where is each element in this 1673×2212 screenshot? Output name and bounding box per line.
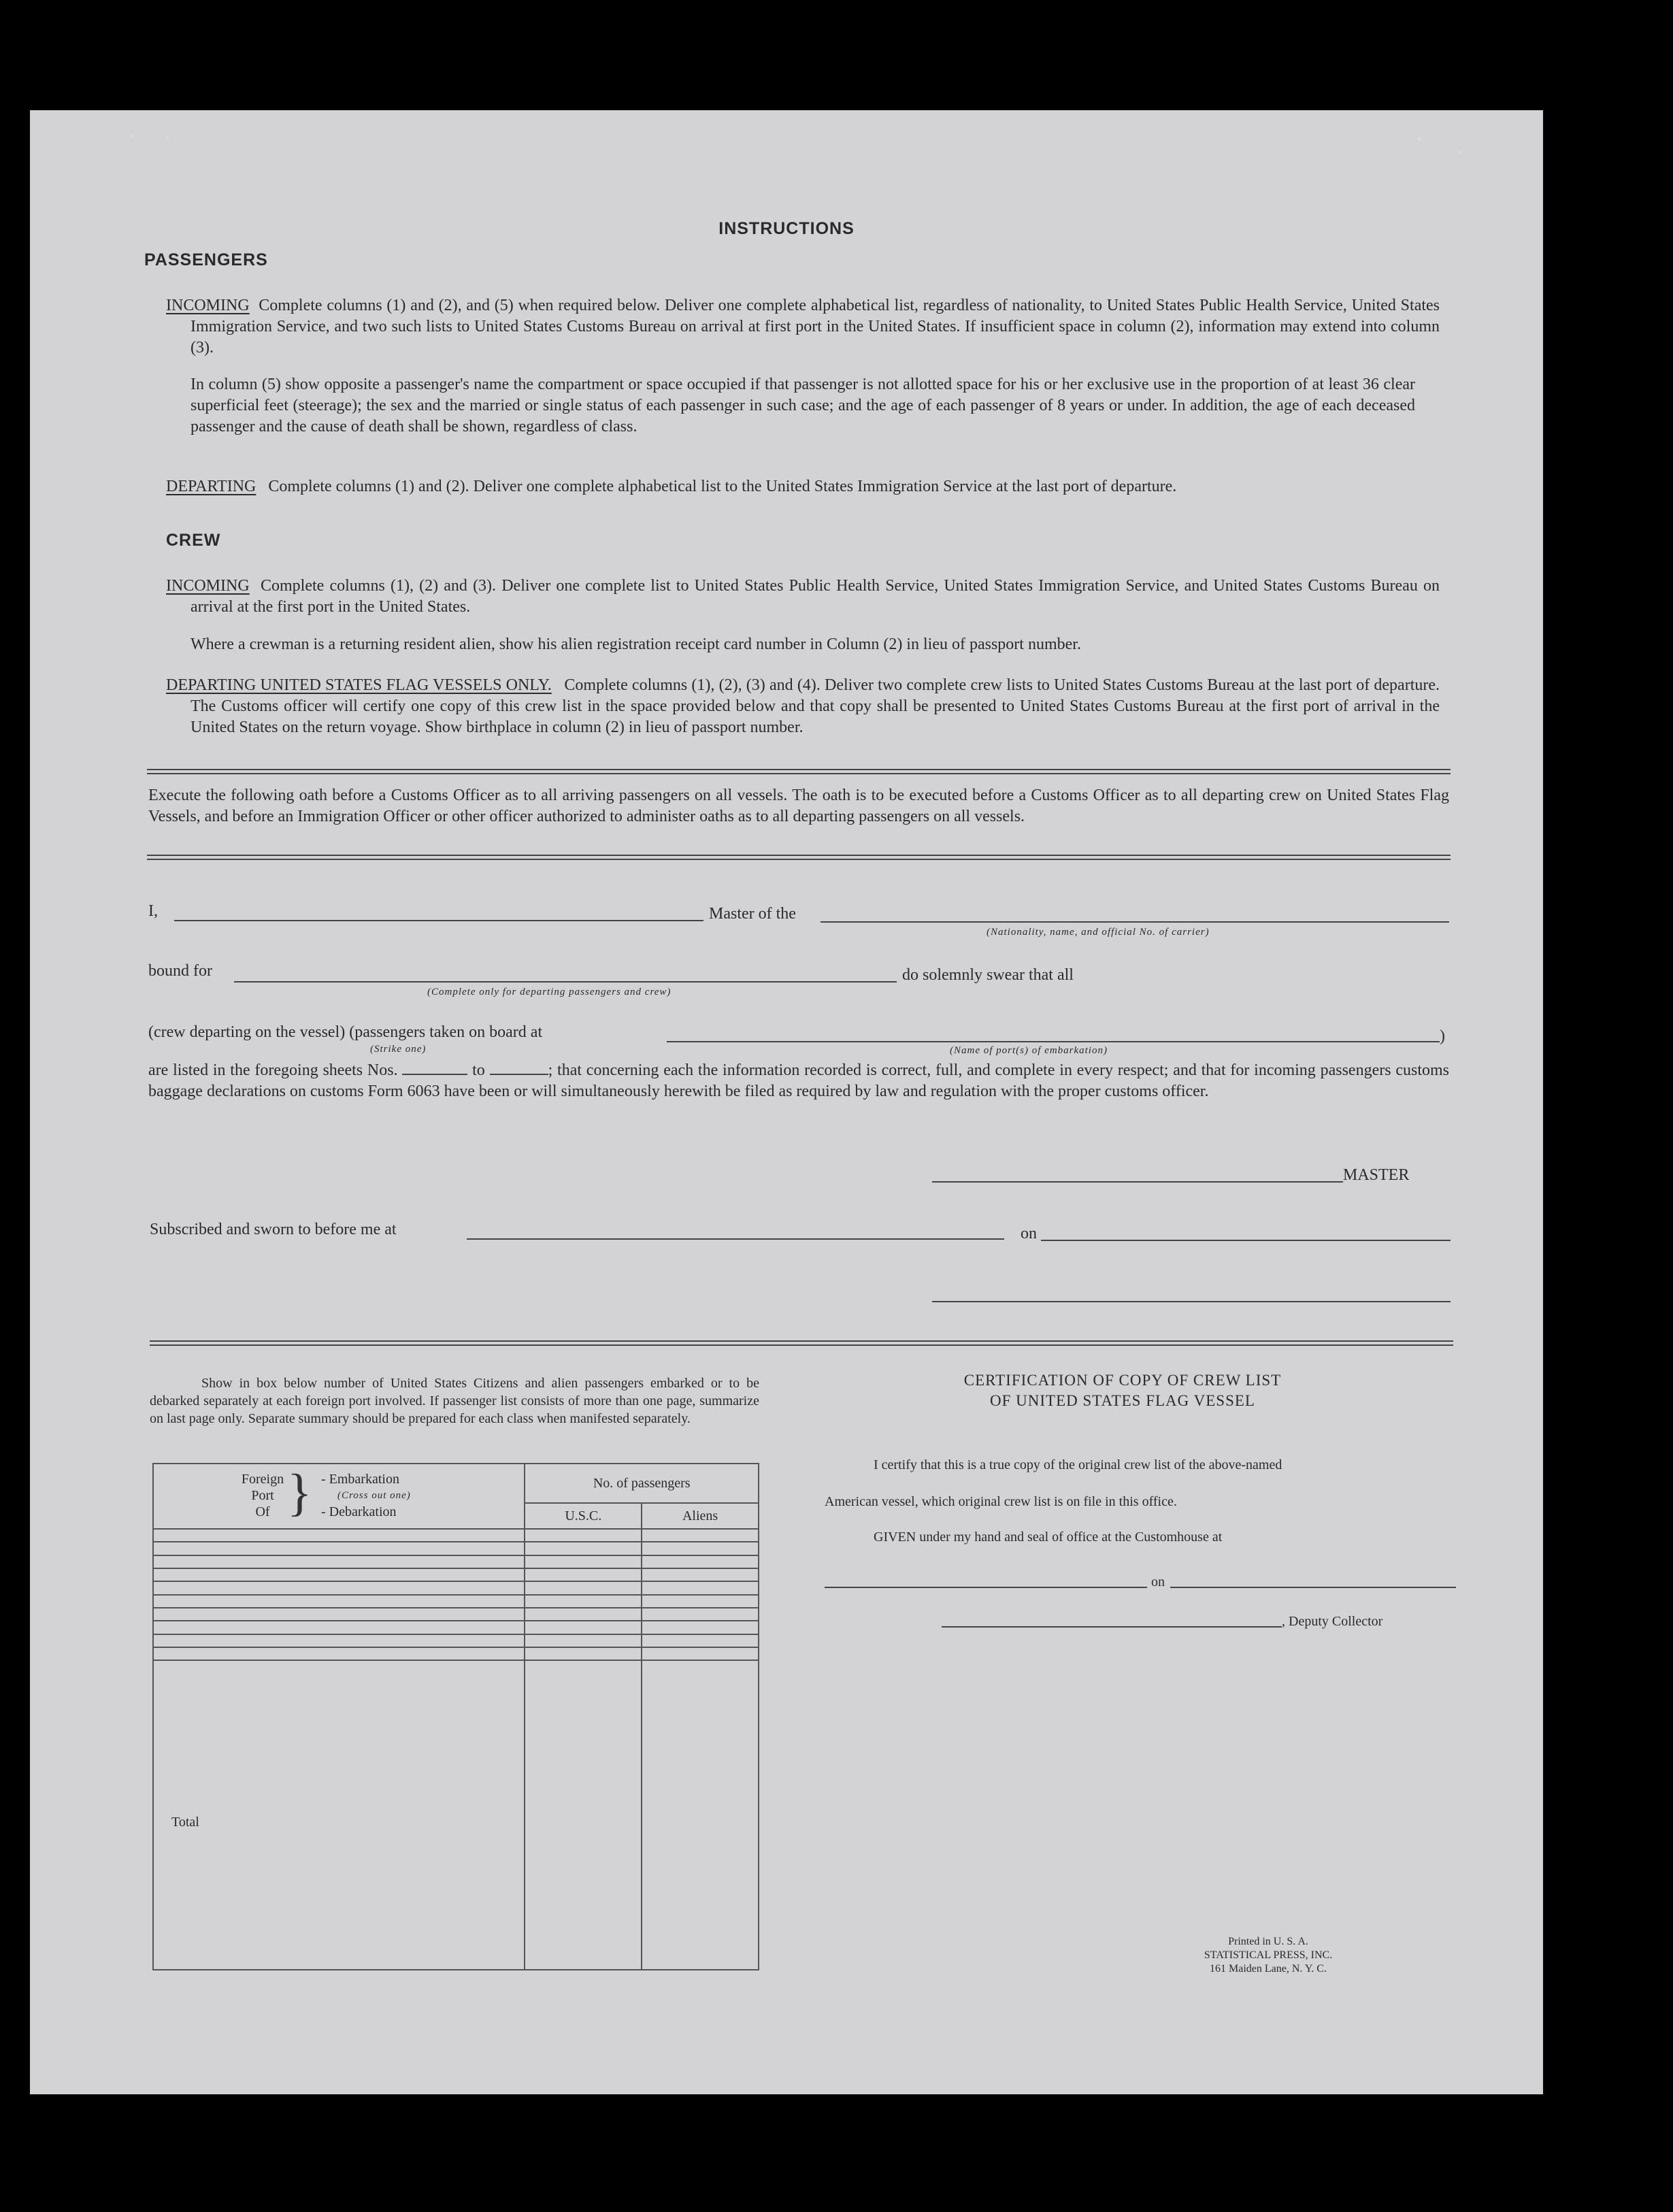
port-cell[interactable]	[153, 1595, 525, 1608]
table-row	[153, 1555, 759, 1568]
listed-to-label: to	[472, 1061, 485, 1079]
deputy-collector-label: , Deputy Collector	[1282, 1614, 1383, 1629]
foreign-label: Foreign	[241, 1472, 284, 1487]
cross-out-caption: (Cross out one)	[337, 1490, 411, 1501]
aliens-cell[interactable]	[642, 1634, 759, 1647]
master-signature-field[interactable]	[932, 1181, 1343, 1183]
sworn-date-field[interactable]	[1041, 1240, 1451, 1241]
certification-title-line2: OF UNITED STATES FLAG VESSEL	[990, 1392, 1255, 1409]
crew-resident-paragraph: Where a crewman is a returning resident alien, show his alien registration receipt card number in Column (2) in lieu of passport number.	[191, 635, 1081, 653]
american-vessel-text: American vessel, which original crew list is on file in this office.	[825, 1494, 1177, 1509]
subscribed-label: Subscribed and sworn to before me at	[150, 1221, 397, 1238]
port-cell[interactable]	[153, 1529, 525, 1542]
port-cell[interactable]	[153, 1647, 525, 1660]
aliens-cell[interactable]	[642, 1555, 759, 1568]
aliens-cell[interactable]	[642, 1621, 759, 1634]
listed-text: ; that concerning each the information recorded is correct, full, and complete in every respect; and that for incoming passengers customs baggage declarations on customs Form 6063 have been or will simultaneously herewith be filed as required by law and regulation with the proper customs officer.	[148, 1061, 1449, 1100]
table-row	[153, 1595, 759, 1608]
sheet-to-field[interactable]	[490, 1074, 548, 1075]
aliens-cell[interactable]	[642, 1529, 759, 1542]
swear-label: do solemnly swear that all	[902, 966, 1074, 984]
crew-passengers-label: (crew departing on the vessel) (passengers taken on board at	[148, 1023, 543, 1041]
crew-flag-paragraph	[166, 675, 1440, 738]
port-label: Port	[251, 1488, 274, 1503]
crew-incoming-text: Complete columns (1), (2) and (3). Deliver one complete list to United States Public Health Service, United States Immigration Service, and United States Customs Bureau on arrival at the first port in the United States.	[191, 577, 1440, 616]
passengers-heading: PASSENGERS	[144, 250, 268, 269]
form-sheet	[30, 110, 1543, 2094]
passengers-column5-paragraph: In column (5) show opposite a passenger's name the compartment or space occupied if that passenger is not allotted space for his or her exclusive use in the proportion of at least 36 clear superficial feet (steerage); the sex and the married or single status of each passenger in such case; and the age of each passenger of 8 years or under. In addition, the age of each deceased passenger and the cause of death shall be shown, regardless of class.	[191, 376, 1415, 435]
cert-on-label: on	[1151, 1574, 1165, 1589]
no-passengers-header: No. of passengers	[525, 1464, 759, 1503]
table-row	[153, 1634, 759, 1647]
certify-text: I certify that this is a true copy of the original crew list of the above-named	[874, 1457, 1282, 1472]
passengers-departing-label: DEPARTING	[166, 478, 256, 495]
oath-i-label: I,	[148, 902, 158, 920]
aliens-cell[interactable]	[642, 1581, 759, 1594]
usc-cell[interactable]	[525, 1608, 642, 1621]
carrier-caption: (Nationality, name, and official No. of carrier)	[987, 927, 1210, 938]
sheet-from-field[interactable]	[402, 1074, 467, 1075]
usc-cell[interactable]	[525, 1542, 642, 1555]
table-row	[153, 1647, 759, 1660]
oath-instruction: Execute the following oath before a Customs Officer as to all arriving passengers on all vessels. The oath is to be executed before a Customs Officer as to all departing crew on United States Flag Vessels, and before an Immigration Officer or other officer authorized to administer oaths as to all departing passengers on all vessels.	[148, 787, 1449, 825]
port-cell[interactable]	[153, 1581, 525, 1594]
printer-imprint	[1187, 1935, 1350, 1976]
crew-flag-text: Complete columns (1), (2), (3) and (4). Deliver two complete crew lists to United States Customs Bureau at the last port of departure. The Customs officer will certify one copy of this crew list in the space provided below and that copy shall be presented to United States Customs Bureau at the first port of arrival in the United States on the return voyage. Show birthplace in column (2) in lieu of passport number.	[191, 676, 1440, 736]
aliens-header: Aliens	[642, 1503, 759, 1529]
sworn-place-field[interactable]	[467, 1238, 1004, 1240]
divider	[150, 1340, 1453, 1346]
port-header-cell	[153, 1464, 525, 1529]
port-cell[interactable]	[153, 1608, 525, 1621]
divider	[147, 769, 1451, 774]
usc-cell[interactable]	[525, 1555, 642, 1568]
usc-cell[interactable]	[525, 1634, 642, 1647]
passengers-incoming-label: INCOMING	[166, 297, 250, 314]
cert-date-field[interactable]	[1170, 1587, 1456, 1588]
crew-flag-label: DEPARTING UNITED STATES FLAG VESSELS ONLY.	[166, 676, 552, 694]
usc-cell[interactable]	[525, 1647, 642, 1660]
table-row	[153, 1542, 759, 1555]
master-of-label: Master of the	[709, 905, 796, 923]
of-label: Of	[255, 1504, 270, 1519]
table-row	[153, 1581, 759, 1594]
divider	[147, 855, 1451, 860]
usc-total-cell[interactable]	[525, 1660, 642, 1970]
usc-cell[interactable]	[525, 1581, 642, 1594]
strike-caption: (Strike one)	[370, 1044, 427, 1055]
aliens-cell[interactable]	[642, 1542, 759, 1555]
passengers-incoming-text: Complete columns (1) and (2), and (5) when required below. Deliver one complete alphabetical list, regardless of nationality, to United States Public Health Service, United States Immigration Service, and two such lists to United States Customs Bureau on arrival at first port in the United States. If insufficient space in column (2), information may extend into column (3).	[191, 297, 1440, 357]
aliens-cell[interactable]	[642, 1608, 759, 1621]
passengers-incoming-paragraph	[166, 295, 1440, 359]
aliens-cell[interactable]	[642, 1647, 759, 1660]
summary-instructions: Show in box below number of United States Citizens and alien passengers embarked or to be debarked separately at each foreign port involved. If passenger list consists of more than one page, summarize on last page only. Separate summary should be prepared for each class when manifested separately.	[150, 1376, 759, 1426]
port-cell[interactable]	[153, 1634, 525, 1647]
listed-paragraph	[148, 1060, 1449, 1102]
deputy-signature-field[interactable]	[942, 1626, 1282, 1628]
scan-speck	[131, 135, 133, 137]
master-label: MASTER	[1343, 1166, 1410, 1184]
table-row	[153, 1529, 759, 1542]
passengers-departing-paragraph	[166, 476, 1440, 497]
usc-cell[interactable]	[525, 1621, 642, 1634]
port-cell[interactable]	[153, 1621, 525, 1634]
port-cell[interactable]	[153, 1542, 525, 1555]
page-title: INSTRUCTIONS	[718, 219, 855, 238]
close-paren: )	[1440, 1027, 1445, 1045]
master-name-field[interactable]	[174, 920, 703, 921]
carrier-field[interactable]	[821, 921, 1449, 923]
aliens-cell[interactable]	[642, 1595, 759, 1608]
officer-signature-field[interactable]	[932, 1301, 1451, 1302]
given-text: GIVEN under my hand and seal of office at the Customhouse at	[874, 1530, 1223, 1545]
aliens-cell[interactable]	[642, 1568, 759, 1581]
brace-icon: }	[287, 1464, 312, 1521]
port-cell[interactable]	[153, 1555, 525, 1568]
bound-for-label: bound for	[148, 962, 212, 980]
debarkation-option[interactable]: - Debarkation	[321, 1504, 397, 1519]
aliens-total-cell[interactable]	[642, 1660, 759, 1970]
sworn-on-label: on	[1021, 1225, 1037, 1242]
passengers-departing-text: Complete columns (1) and (2). Deliver one complete alphabetical list to the United States Immigration Service at the last port of departure.	[268, 478, 1177, 495]
total-label: Total	[153, 1660, 525, 1970]
port-cell[interactable]	[153, 1568, 525, 1581]
table-row	[153, 1608, 759, 1621]
scan-speck	[1459, 151, 1461, 154]
table-row	[153, 1568, 759, 1581]
customhouse-field[interactable]	[825, 1587, 1147, 1588]
embarkation-port-field[interactable]	[667, 1041, 1440, 1042]
listed-label: are listed in the foregoing sheets Nos.	[148, 1061, 398, 1079]
printer-line3: 161 Maiden Lane, N. Y. C.	[1210, 1963, 1327, 1975]
crew-incoming-paragraph	[166, 576, 1440, 618]
printer-line2: STATISTICAL PRESS, INC.	[1204, 1949, 1333, 1961]
crew-incoming-label: INCOMING	[166, 577, 250, 595]
total-row	[153, 1660, 759, 1970]
destination-field[interactable]	[234, 981, 897, 983]
scan-speck	[1418, 137, 1421, 140]
table-row	[153, 1621, 759, 1634]
crew-heading: CREW	[166, 531, 221, 550]
certification-title-line1: CERTIFICATION OF COPY OF CREW LIST	[963, 1372, 1282, 1389]
usc-header: U.S.C.	[525, 1503, 642, 1529]
certification-title	[827, 1370, 1418, 1411]
usc-cell[interactable]	[525, 1529, 642, 1542]
printer-line1: Printed in U. S. A.	[1228, 1936, 1308, 1947]
usc-cell[interactable]	[525, 1595, 642, 1608]
destination-caption: (Complete only for departing passengers and crew)	[427, 987, 672, 997]
embarkation-option[interactable]: - Embarkation	[321, 1472, 399, 1487]
usc-cell[interactable]	[525, 1568, 642, 1581]
port-caption: (Name of port(s) of embarkation)	[950, 1045, 1108, 1056]
scan-speck	[166, 136, 169, 139]
passenger-summary-table	[152, 1463, 759, 1970]
